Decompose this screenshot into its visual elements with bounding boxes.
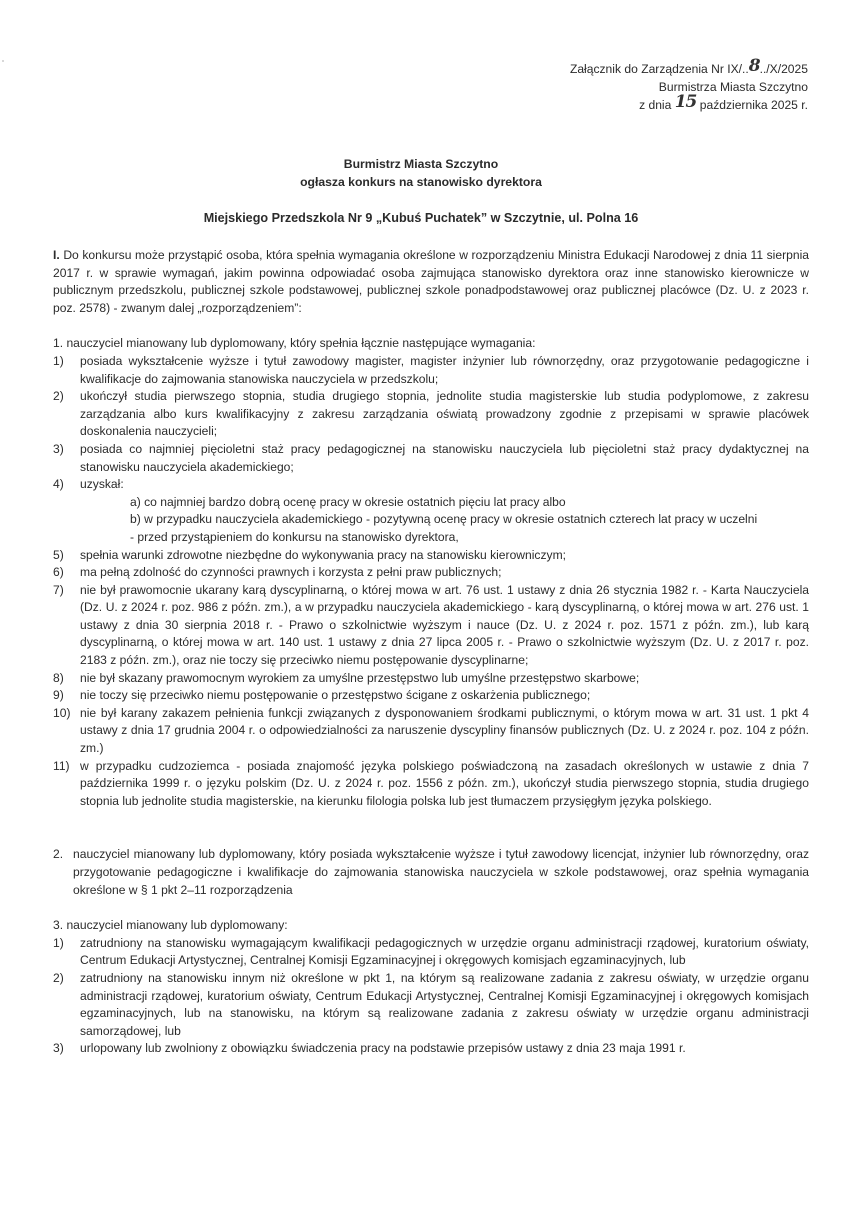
document-body xyxy=(53,247,809,1058)
list-item: 4) uzyskał: xyxy=(53,477,124,492)
attachment-line-1: Załącznik do Zarządzenia Nr IX/..8../X/2025 xyxy=(569,56,808,76)
list-item: 3) posiada co najmniej pięcioletni staż pracy pedagogicznej na stanowisku nauczyciela lub pięcioletni staż pracy dydaktycznej na stanowisku nauczyciela akademickiego; xyxy=(53,441,809,474)
section-2: 2. nauczyciel mianowany lub dyplomowany, który posiada wykształcenie wyższe i tytuł zawodowy licencjat, inżynier lub równorzędny, oraz przygotowanie pedagogiczne i kwalifikacje do zajmowania stanowiska nauczyciela w szkole podstawowej, oraz spełnia wymagania określone w § 1 pkt 2–11 rozporządzenia xyxy=(53,847,809,897)
list-item: 2) zatrudniony na stanowisku innym niż określone w pkt 1, na którym są realizowane zadania z zakresu oświaty, w urzędzie organu administracji rządowej, kuratorium oświaty, Centrum Edukacji Artystycznej, Centralnej Komisji Egzaminacyjnej i okręgowych komisjach egzaminacyjnych, lub na stanowisku, na którym są realizowane zadania z zakresu oświaty w urzędzie organu administracji samorządowej, lub xyxy=(53,970,809,1038)
scan-artifact xyxy=(2,60,4,62)
section-1-list xyxy=(53,353,809,810)
spacer xyxy=(53,810,809,828)
list-item: 8) nie był skazany prawomocnym wyrokiem za umyślne przestępstwo lub umyślne przestępstwo skarbowe; xyxy=(53,670,640,685)
handwritten-day: 15 xyxy=(674,92,697,112)
list-item: 3) urlopowany lub zwolniony z obowiązku świadczenia pracy na podstawie przepisów ustawy z dnia 23 maja 1991 r. xyxy=(53,1041,686,1056)
list-item: 1) zatrudniony na stanowisku wymagającym kwalifikacji pedagogicznych w urzędzie organu administracji rządowej, kuratorium oświaty, Centrum Edukacji Artystycznej, Centralnej Komisji Egzaminacyjnej i okręgowych komisjach egzaminacyjnych, lub xyxy=(53,935,809,968)
announcement-title xyxy=(0,156,842,191)
section-label: I. xyxy=(53,248,60,262)
section-3-list xyxy=(53,935,809,1058)
title-line-1: Burmistrz Miasta Szczytno xyxy=(343,157,499,171)
spacer xyxy=(53,828,809,846)
list-item: 6) ma pełną zdolność do czynności prawnych i korzysta z pełni praw publicznych; xyxy=(53,565,502,580)
sub-item-b: b) w przypadku nauczyciela akademickiego - pozytywną ocenę pracy w okresie ostatnich czterech lat pracy w uczelni xyxy=(130,512,758,527)
sub-item-note: - przed przystąpieniem do konkursu na stanowisko dyrektora, xyxy=(130,529,459,544)
list-item: 2) ukończył studia pierwszego stopnia, studia drugiego stopnia, jednolite studia magisterskie lub studia podyplomowe, z zakresu zarządzania albo kurs kwalifikacyjny z zakresu zarządzania oświatą prowadzony zgodnie z przepisami w sprawie placówek doskonalenia nauczycieli; xyxy=(53,389,809,439)
institution-subtitle: Miejskiego Przedszkola Nr 9 „Kubuś Puchatek” w Szczytnie, ul. Polna 16 xyxy=(203,211,639,225)
section-1-heading: 1. nauczyciel mianowany lub dyplomowany, który spełnia łącznie następujące wymagania: xyxy=(53,336,536,351)
list-item: 5) spełnia warunki zdrowotne niezbędne do wykonywania pracy na stanowisku kierowniczym; xyxy=(53,547,567,562)
section-3-heading: 3. nauczyciel mianowany lub dyplomowany: xyxy=(53,918,288,933)
list-item: 11) w przypadku cudzoziemca - posiada znajomość języka polskiego poświadczoną na zasadach określonych w ustawie z dnia 7 października 1999 r. o języku polskim (Dz. U. z 2024 r. poz. 1556 z późn. zm.), ukończył studia pierwszego stopnia, studia drugiego stopnia lub jednolite studia magisterskie, na kierunku filologia polska lub jest tłumaczem przysięgłym języka polskiego. xyxy=(53,758,809,808)
list-item: 1) posiada wykształcenie wyższe i tytuł zawodowy magister, magister inżynier lub równorzędny, oraz przygotowanie pedagogiczne i kwalifikacje do zajmowania stanowiska nauczyciela w przedszkolu; xyxy=(53,353,809,386)
intro-paragraph: I. Do konkursu może przystąpić osoba, która spełnia wymagania określone w rozporządzeniu Ministra Edukacji Narodowej z dnia 11 sierpnia 2017 r. w sprawie wymagań, jakim powinna odpowiadać osoba zajmująca stanowisko dyrektora oraz inne stanowisko kierownicze w publicznym przedszkolu, publicznej szkole podstawowej, publicznej szkole ponadpodstawowej oraz publicznej placówce (Dz. U. z 2023 r. poz. 2578) - zwanym dalej „rozporządzeniem”: xyxy=(53,248,809,315)
list-item: 7) nie był prawomocnie ukarany karą dyscyplinarną, o której mowa w art. 76 ust. 1 ustawy z dnia 26 stycznia 1982 r. - Karta Nauczyciela (Dz. U. z 2024 r. poz. 986 z późn. zm.), a w przypadku nauczyciela akademickiego - karą dyscyplinarną, o której mowa w art. 276 ust. 1 ustawy z dnia 30 sierpnia 2018 r. - Prawo o szkolnictwie wyższym i nauce (Dz. U. z 2024 r. poz. 1571 z późn. zm.), lub karą dyscyplinarną, o której mowa w art. 140 ust. 1 ustawy z dnia 27 lipca 2005 r. - Prawo o szkolnictwie wyższym (Dz. U. z 2017 r. poz. 2183 z późn. zm.), oraz nie toczy się przeciwko niemu postępowanie dyscyplinarne; xyxy=(53,582,809,668)
sub-item-a: a) co najmniej bardzo dobrą ocenę pracy w okresie ostatnich pięciu lat pracy albo xyxy=(130,494,566,509)
spacer xyxy=(53,899,809,917)
handwritten-number: 8 xyxy=(748,56,760,76)
attachment-header xyxy=(569,56,808,115)
attachment-line-2: Burmistrza Miasta Szczytno xyxy=(658,79,808,94)
title-line-2: ogłasza konkurs na stanowisko dyrektora xyxy=(300,174,542,189)
list-item: 10) nie był karany zakazem pełnienia funkcji związanych z dysponowaniem środkami publicznymi, o którym mowa w art. 31 ust. 1 pkt 4 ustawy z dnia 17 grudnia 2004 r. o odpowiedzialności za naruszenie dyscypliny finansów publicznych (Dz. U. z 2024 r. poz. 104 z późn. zm.) xyxy=(53,705,809,756)
attachment-line-3: z dnia 15 października 2025 r. xyxy=(639,92,808,112)
list-item: 9) nie toczy się przeciwko niemu postępowanie o przestępstwo ścigane z oskarżenia publicznego; xyxy=(53,688,591,703)
